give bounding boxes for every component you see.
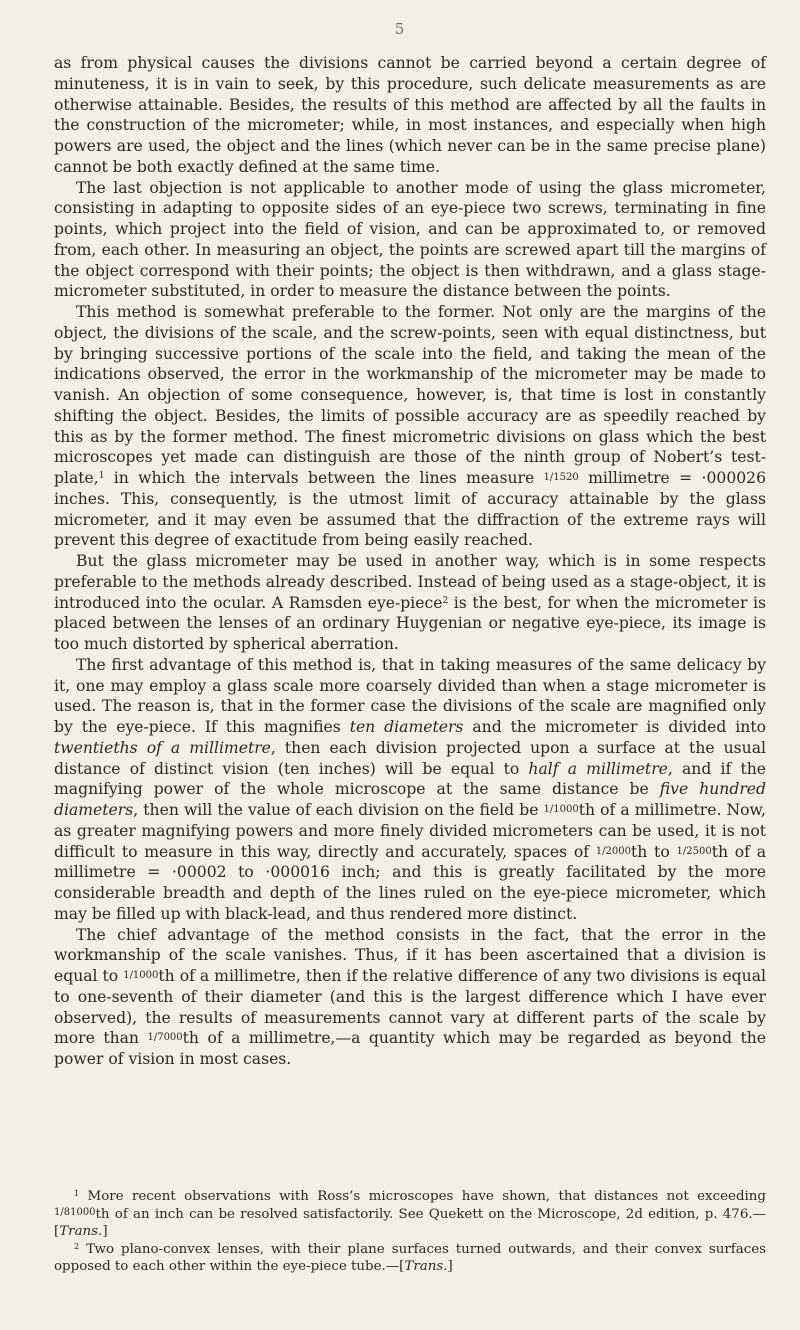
footnote-2-text-a: Two plano-convex lenses, with their plane surfaces turned outwards, and their convex surfaces opposed to each other within the eye-piece tube.—[ xyxy=(54,1241,766,1275)
paragraph-3-text-c: millimetre = ·000026 inches. This, consequently, is the utmost limit of accuracy attainable by the glass micrometer, and it may even be assumed that the diffraction of the extreme rays will prevent this degree of exactitude from being easily reached. xyxy=(54,469,767,550)
paragraph-5 xyxy=(54,655,766,925)
emphasis: ten diameters xyxy=(349,718,464,736)
emphasis: Trans. xyxy=(59,1224,103,1240)
fraction: 1/2000 xyxy=(595,845,631,857)
footnote-2 xyxy=(54,1241,766,1276)
paragraph-5-text-g: th to xyxy=(630,842,677,861)
fraction: 1/7000 xyxy=(147,1032,183,1044)
paragraph-5-text-f: th of a millimetre. Now, as greater magnifying powers and more finely divided micrometers can be used, it is not difficult to measure in this way, directly and accurately, spaces of xyxy=(54,801,766,861)
paragraph-6-text-b: th of a millimetre, then if the relative difference of any two divisions is equal to one-seventh of their diameter (and this is the largest difference which I have ever observed), the results of measurements cannot vary at different parts of the scale by more than xyxy=(54,967,766,1048)
paragraph-3-text-b: in which the intervals between the lines measure xyxy=(104,469,544,487)
footnote-1-text-b: th of an inch can be resolved satisfactorily. See Quekett on the Microscope, 2d edition, p. 476.—[ xyxy=(54,1206,766,1240)
paragraph-5-text-b: and the micrometer is divided into xyxy=(463,718,766,736)
fraction: 1/81000 xyxy=(54,1206,96,1218)
paragraph-1: as from physical causes the divisions cannot be carried beyond a certain degree of minuteness, it is in vain to seek, by this procedure, such delicate measurements as are otherwise attainable. Besides, the results of this method are affected by all the faults in the construction of the micrometer; while, in most instances, and especially when high powers are used, the object and the lines (which never can be in the same precise plane) cannot be both exactly defined at the same time. xyxy=(54,54,766,176)
paragraph-4 xyxy=(54,551,766,655)
footnote-2-text-b: ] xyxy=(447,1259,453,1275)
paragraph-5-text-c: , then each division projected upon a surface at the usual distance of distinct vision (ten inches) will be equal to xyxy=(54,738,766,778)
emphasis: half a millimetre xyxy=(528,759,668,778)
paragraph-4-text-a: But the glass micrometer may be used in another way, which is in some respects preferable to the methods already described. Instead of being used as a stage-object, it is introduced into the ocular. A Ramsden eye-piece xyxy=(54,552,766,612)
footnote-1-text-a: More recent observations with Ross’s microscopes have shown, that distances not exceeding xyxy=(79,1189,766,1204)
footnotes xyxy=(54,1188,766,1276)
footnote-ref-2: 2 xyxy=(442,595,449,606)
emphasis: twentieths of a millimetre xyxy=(54,738,271,757)
paragraph-5-text-e: , then will the value of each division on the field be xyxy=(133,801,544,819)
fraction: 1/1000 xyxy=(543,804,579,815)
page-number: 5 xyxy=(394,20,406,38)
paragraph-5-text-a: The first advantage of this method is, that in taking measures of the same delicacy by it, one may employ a glass scale more coarsely divided than when a stage micrometer is used. The reason is, that in the former case the divisions of the scale are magnified only by the eye-piece. If this magnifies xyxy=(54,655,766,736)
footnote-1-text-c: ] xyxy=(102,1224,108,1240)
footnote-ref-1: 1 xyxy=(98,471,105,481)
fraction: 1/2500 xyxy=(676,845,712,857)
paragraph-3-text-a: This method is somewhat preferable to the former. Not only are the margins of the object, the divisions of the scale, and the screw-points, seen with equal distinctness, but by bringing successive portions of the scale into the field, and taking the mean of the indications observed, the error in the workmanship of the micrometer may be made to vanish. An objection of some consequence, however, is, that time is lost in constantly shifting the object. Besides, the limits of possible accuracy are as speedily reached by this as by the former method. The finest micrometric divisions on glass which the best microscopes yet made can distinguish are those of the ninth group of Nobert’s test-plate, xyxy=(54,303,766,487)
footnote-1 xyxy=(54,1188,766,1241)
paragraph-6-text-a: The chief advantage of the method consists in the fact, that the error in the workmanship of the scale vanishes. Thus, if it has been ascertained that a division is equal to xyxy=(54,925,766,985)
fraction: 1/1520 xyxy=(543,472,579,483)
emphasis: Trans. xyxy=(404,1259,448,1275)
body-text xyxy=(54,53,766,1070)
paragraph-3 xyxy=(54,302,766,551)
paragraph-2: The last objection is not applicable to another mode of using the glass micrometer, consisting in adapting to opposite sides of an eye-piece two screws, terminating in fine points, which project into the field of vision, and can be approximated to, or removed from, each other. In measuring an object, the points are screwed apart till the margins of the object correspond with their points; the object is then withdrawn, and a glass stage-micrometer substituted, in order to measure the distance between the points. xyxy=(54,178,766,301)
paragraph-4-text-b: is the best, for when the micrometer is placed between the lenses of an ordinary Huygenian or negative eye-piece, its image is too much distorted by spherical aberration. xyxy=(54,593,766,653)
paragraph-5-text-d: , and if the magnifying power of the whole microscope at the same distance be xyxy=(54,759,766,799)
emphasis: five hundred diameters xyxy=(54,780,766,819)
footnote-marker: 2 xyxy=(74,1241,80,1251)
footnote-marker: 1 xyxy=(74,1189,80,1198)
paragraph-6 xyxy=(54,925,766,1070)
fraction: 1/1000 xyxy=(123,970,159,981)
paragraph-6-text-c: th of a millimetre,—a quantity which may be regarded as beyond the power of vision in most cases. xyxy=(54,1029,767,1068)
paragraph-5-text-h: th of a millimetre = ·00002 to ·000016 inch; and this is greatly facilitated by the more considerable breadth and depth of the lines ruled on the eye-piece micrometer, which may be filled up with black-lead, and thus rendered more distinct. xyxy=(54,842,766,923)
